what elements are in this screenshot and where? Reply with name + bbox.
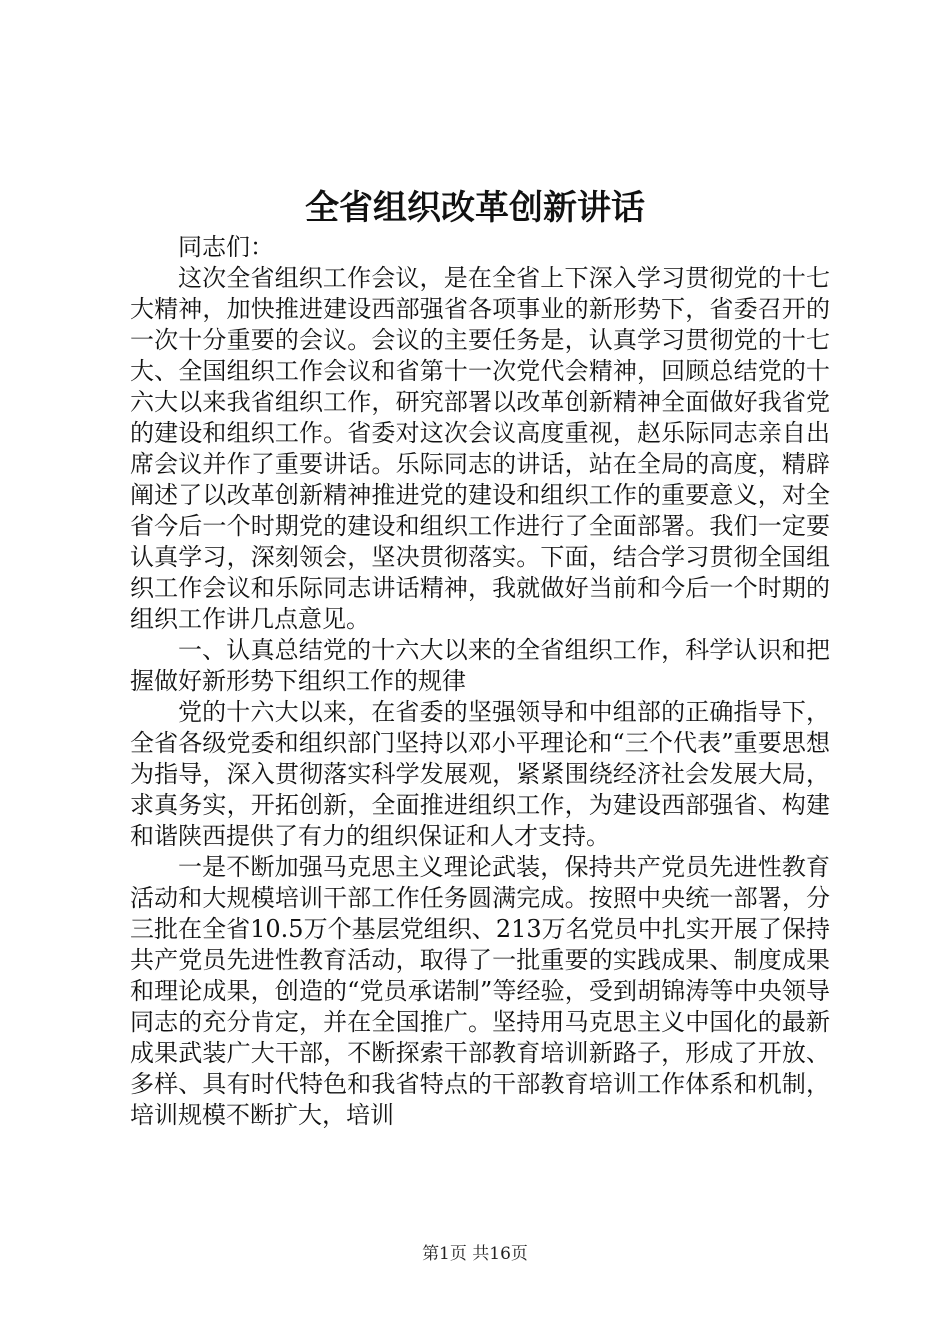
paragraph-intro: 这次全省组织工作会议，是在全省上下深入学习贯彻党的十七大精神，加快推进建设西部强省各项事业的新形势下，省委召开的一次十分重要的会议。会议的主要任务是，认真学习贯彻党的十七大、全国组织工作会议和省第十一次党代会精神，回顾总结党的十六大以来我省组织工作，研究部署以改革创新精神全面做好我省党的建设和组织工作。省委对这次会议高度重视，赵乐际同志亲自出席会议并作了重要讲话。乐际同志的讲话，站在全局的高度，精辟阐述了以改革创新精神推进党的建设和组织工作的重要意义，对全省今后一个时期党的建设和组织工作进行了全面部署。我们一定要认真学习，深刻领会，坚决贯彻落实。下面，结合学习贯彻全国组织工作会议和乐际同志讲话精神，我就做好当前和今后一个时期的组织工作讲几点意见。 — [130, 264, 830, 633]
section-heading-1: 一、认真总结党的十六大以来的全省组织工作，科学认识和把握做好新形势下组织工作的规律 — [130, 636, 830, 695]
document-body — [130, 232, 830, 1131]
page-title: 全省组织改革创新讲话 — [305, 188, 645, 228]
salutation: 同志们： — [178, 233, 274, 261]
paragraph-point-1: 一是不断加强马克思主义理论武装，保持共产党员先进性教育活动和大规模培训干部工作任务圆满完成。按照中央统一部署，分三批在全省10.5万个基层党组织、213万名党员中扎实开展了保持共产党员先进性教育活动，取得了一批重要的实践成果、制度成果和理论成果，创造的“党员承诺制”等经验，受到胡锦涛等中央领导同志的充分肯定，并在全国推广。坚持用马克思主义中国化的最新成果武装广大干部，不断探索干部教育培训新路子，形成了开放、多样、具有时代特色和我省特点的干部教育培训工作体系和机制，培训规模不断扩大，培训 — [130, 853, 830, 1129]
page-footer: 第1页 共16页 — [422, 1244, 528, 1264]
paragraph-section-1: 党的十六大以来，在省委的坚强领导和中组部的正确指导下，全省各级党委和组织部门坚持以邓小平理论和“三个代表”重要思想为指导，深入贯彻落实科学发展观，紧紧围绕经济社会发展大局，求真务实，开拓创新，全面推进组织工作，为建设西部强省、构建和谐陕西提供了有力的组织保证和人才支持。 — [130, 698, 830, 850]
